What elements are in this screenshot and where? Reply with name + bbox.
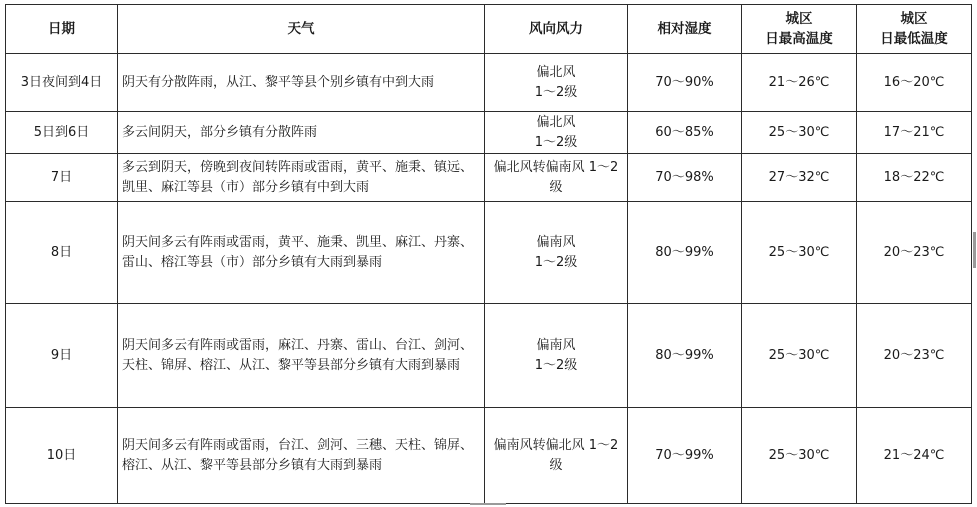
humidity-cell: 80～99%	[628, 202, 742, 304]
weather-cell: 阴天有分散阵雨，从江、黎平等县个别乡镇有中到大雨	[118, 54, 485, 112]
wind-force: 1～2级	[534, 254, 578, 270]
date-cell: 3日夜间到4日	[6, 54, 118, 112]
weather-forecast-table	[5, 4, 972, 504]
wind-direction: 偏北风	[536, 64, 576, 80]
max-temp-cell: 25～30℃	[742, 408, 857, 504]
min-temp-cell: 21～24℃	[857, 408, 972, 504]
humidity-cell: 70～98%	[628, 154, 742, 202]
wind-direction: 偏南风	[536, 234, 576, 250]
header-min-temp-line2: 日最低温度	[880, 31, 948, 47]
max-temp-cell: 25～30℃	[742, 304, 857, 408]
wind-direction: 偏南风	[536, 337, 576, 353]
wind-cell	[485, 112, 628, 154]
date-cell: 7日	[6, 154, 118, 202]
resize-handle-bottom[interactable]	[470, 503, 506, 505]
max-temp-cell: 21～26℃	[742, 54, 857, 112]
min-temp-cell: 18～22℃	[857, 154, 972, 202]
wind-direction: 偏北风转偏南风 1～2	[493, 159, 619, 175]
header-min-temp-line1: 城区	[900, 11, 928, 27]
table-row	[6, 154, 972, 202]
wind-cell	[485, 54, 628, 112]
wind-direction: 偏北风	[536, 114, 576, 130]
wind-direction: 偏南风转偏北风 1～2	[493, 437, 619, 453]
header-max-temp	[742, 5, 857, 54]
header-wind: 风向风力	[485, 5, 628, 54]
min-temp-cell: 16～20℃	[857, 54, 972, 112]
header-weather: 天气	[118, 5, 485, 54]
humidity-cell: 80～99%	[628, 304, 742, 408]
humidity-cell: 70～90%	[628, 54, 742, 112]
header-max-temp-line2: 日最高温度	[765, 31, 833, 47]
date-cell: 10日	[6, 408, 118, 504]
date-cell: 9日	[6, 304, 118, 408]
date-cell: 8日	[6, 202, 118, 304]
date-cell: 5日到6日	[6, 112, 118, 154]
max-temp-cell: 25～30℃	[742, 202, 857, 304]
max-temp-cell: 25～30℃	[742, 112, 857, 154]
weather-cell: 阴天间多云有阵雨或雷雨，黄平、施秉、凯里、麻江、丹寨、雷山、榕江等县（市）部分乡镇有大雨到暴雨	[118, 202, 485, 304]
wind-cell	[485, 202, 628, 304]
table-row	[6, 54, 972, 112]
header-row	[6, 5, 972, 54]
humidity-cell: 60～85%	[628, 112, 742, 154]
wind-force: 级	[549, 179, 563, 195]
weather-cell: 阴天间多云有阵雨或雷雨，麻江、丹寨、雷山、台江、剑河、天柱、锦屏、榕江、从江、黎平等县部分乡镇有大雨到暴雨	[118, 304, 485, 408]
wind-force: 1～2级	[534, 84, 578, 100]
min-temp-cell: 20～23℃	[857, 202, 972, 304]
wind-cell	[485, 304, 628, 408]
table-row	[6, 202, 972, 304]
table-row	[6, 112, 972, 154]
resize-handle[interactable]	[973, 232, 976, 268]
wind-force: 1～2级	[534, 134, 578, 150]
header-date: 日期	[6, 5, 118, 54]
max-temp-cell: 27～32℃	[742, 154, 857, 202]
header-max-temp-line1: 城区	[785, 11, 813, 27]
header-humidity: 相对湿度	[628, 5, 742, 54]
weather-cell: 阴天间多云有阵雨或雷雨，台江、剑河、三穗、天柱、锦屏、榕江、从江、黎平等县部分乡镇有大雨到暴雨	[118, 408, 485, 504]
wind-force: 级	[549, 457, 563, 473]
wind-cell	[485, 154, 628, 202]
min-temp-cell: 20～23℃	[857, 304, 972, 408]
header-min-temp	[857, 5, 972, 54]
weather-cell: 多云到阴天，傍晚到夜间转阵雨或雷雨，黄平、施秉、镇远、凯里、麻江等县（市）部分乡镇有中到大雨	[118, 154, 485, 202]
weather-cell: 多云间阴天，部分乡镇有分散阵雨	[118, 112, 485, 154]
table-row	[6, 408, 972, 504]
wind-cell	[485, 408, 628, 504]
wind-force: 1～2级	[534, 357, 578, 373]
table-row	[6, 304, 972, 408]
humidity-cell: 70～99%	[628, 408, 742, 504]
min-temp-cell: 17～21℃	[857, 112, 972, 154]
